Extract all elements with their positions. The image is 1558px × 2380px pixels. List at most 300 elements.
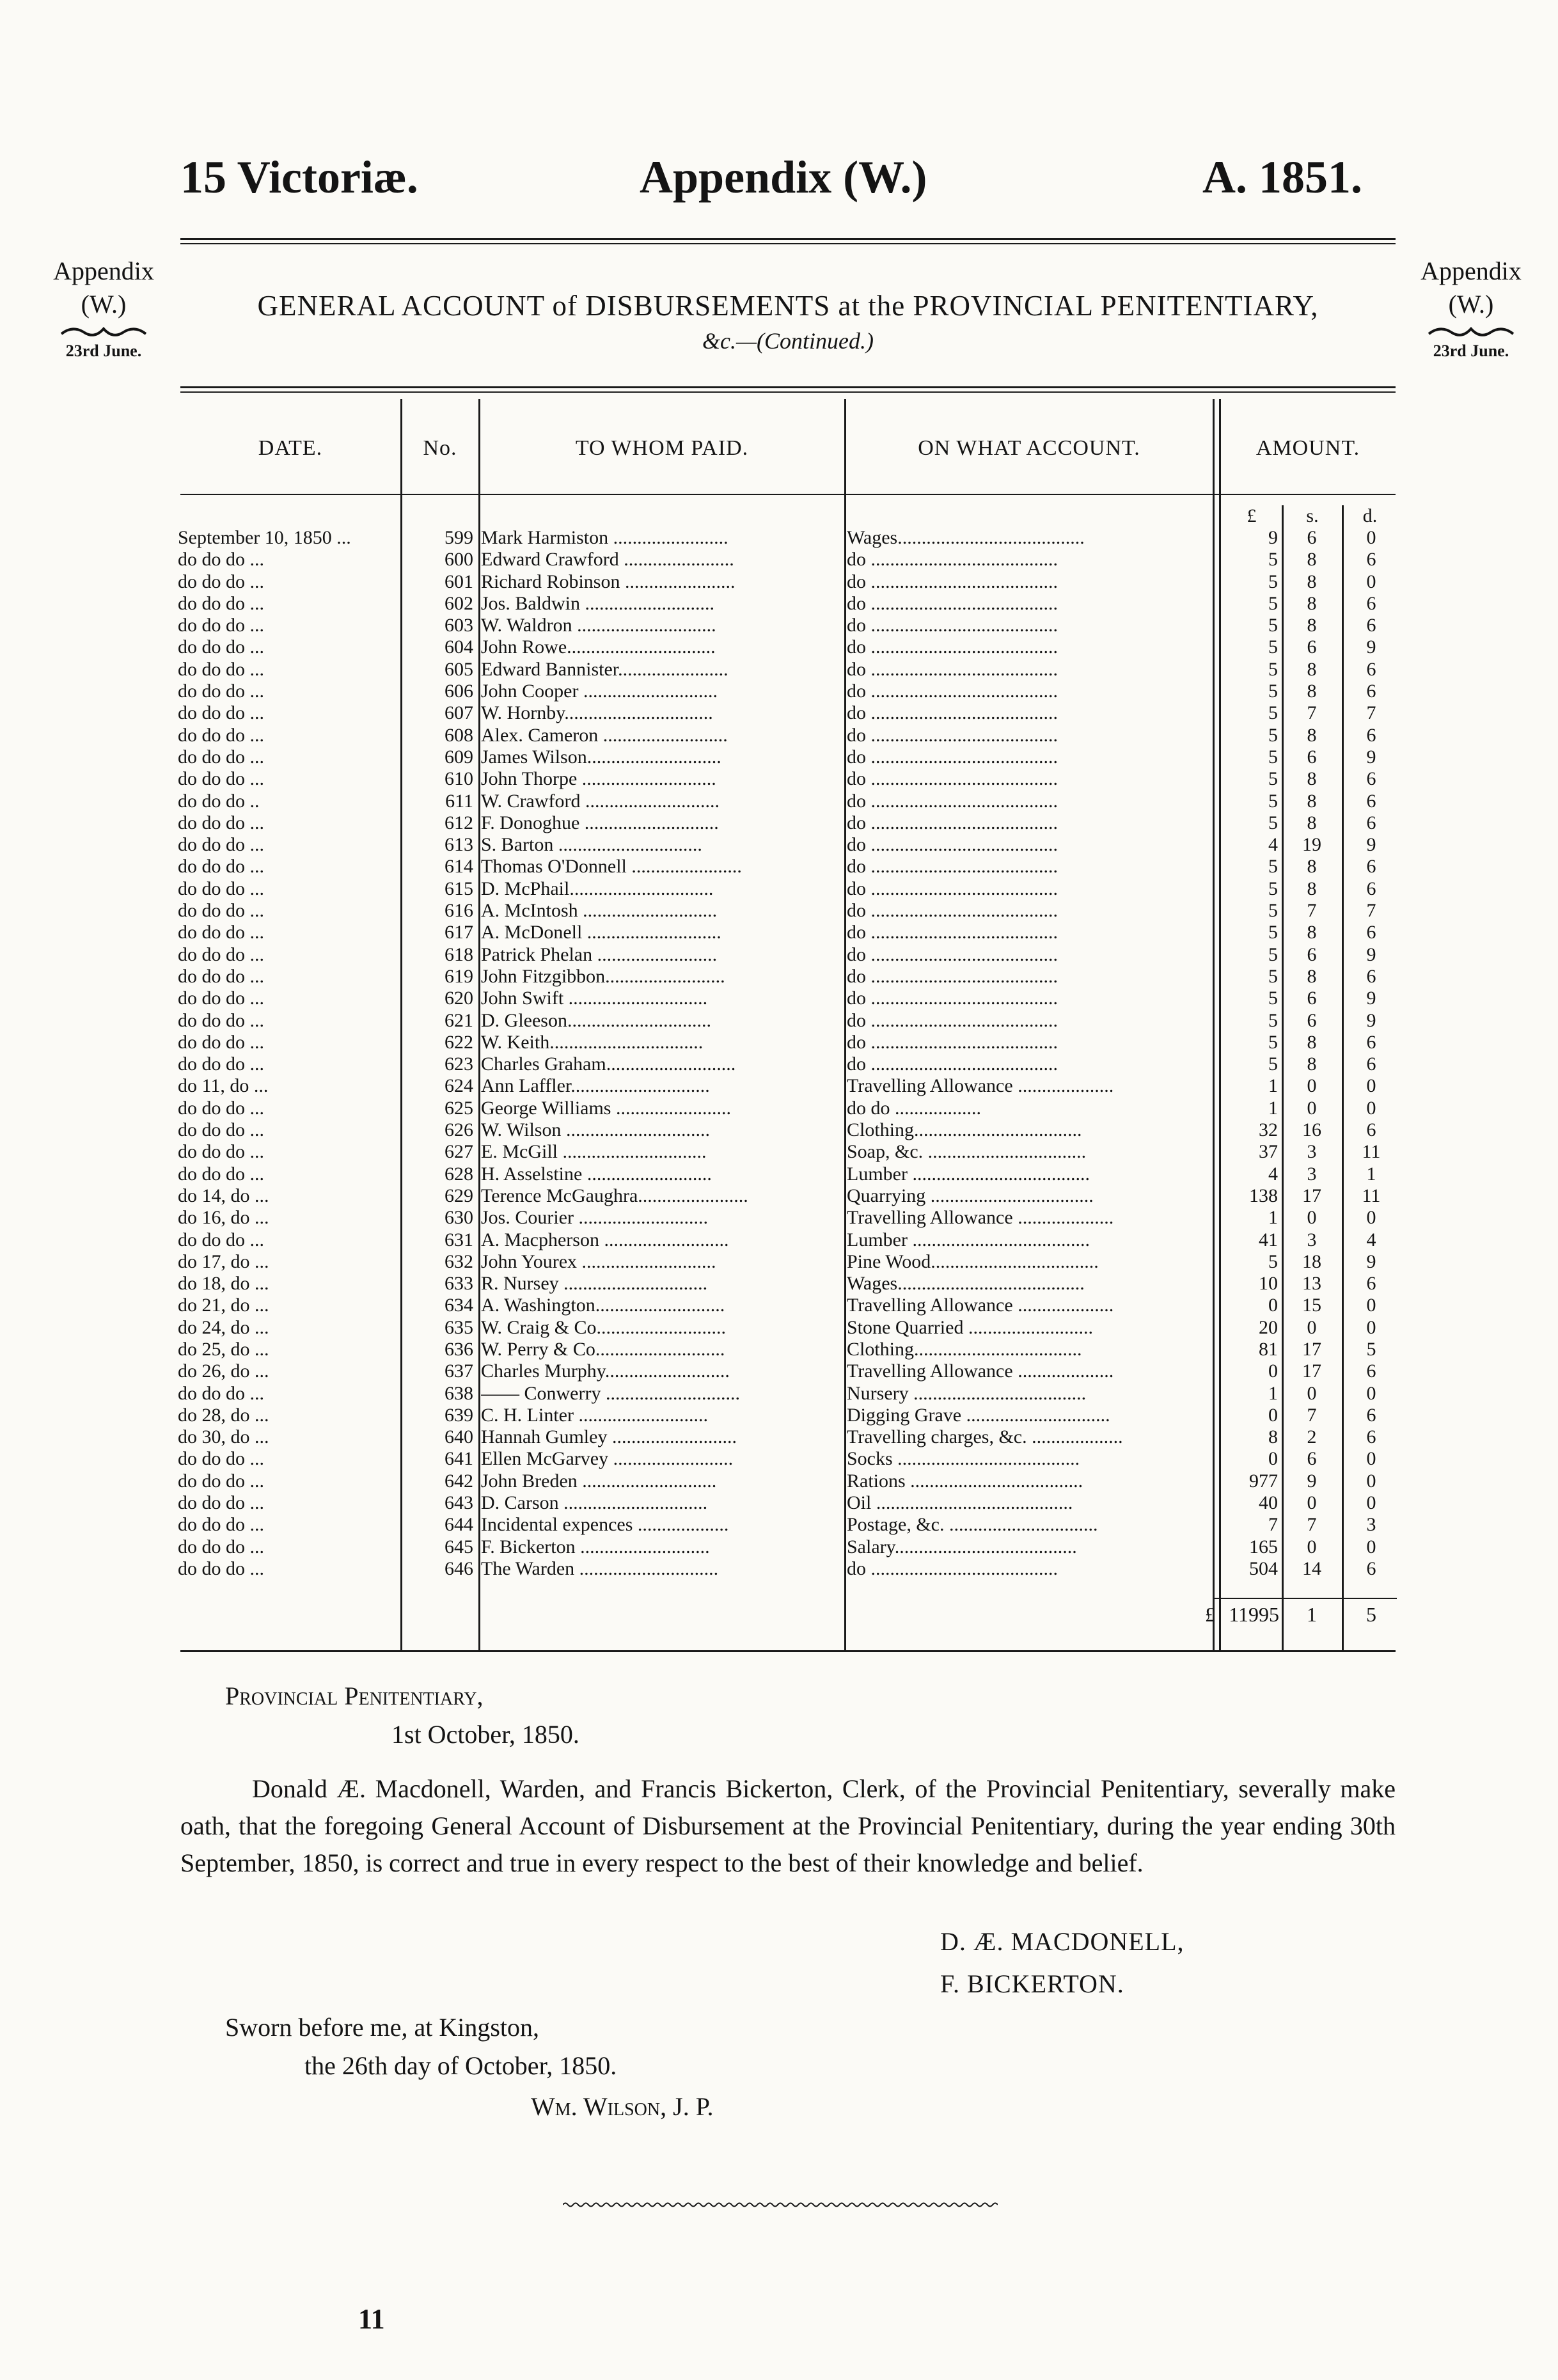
cell-pence: 0 bbox=[1366, 1097, 1376, 1119]
margin-note-left-appendix: Appendix bbox=[53, 256, 154, 285]
cell-to-whom: Richard Robinson ....................... bbox=[481, 571, 736, 592]
cell-to-whom: F. Donoghue ............................ bbox=[481, 812, 719, 833]
cell-on-what-account: do ....................................... bbox=[847, 922, 1058, 943]
cell-pounds: 5 bbox=[1268, 746, 1278, 768]
cell-to-whom: —— Conwerry ............................ bbox=[481, 1382, 740, 1404]
cell-shillings: 6 bbox=[1307, 988, 1317, 1009]
cell-no: 634 bbox=[445, 1295, 473, 1316]
cell-pounds: 5 bbox=[1268, 1009, 1278, 1031]
total-pence: 5 bbox=[1366, 1603, 1376, 1626]
table-row bbox=[0, 1163, 1558, 1185]
cell-to-whom: The Warden ............................. bbox=[481, 1557, 719, 1579]
cell-on-what-account: Wages....................................... bbox=[847, 527, 1085, 548]
cell-shillings: 15 bbox=[1302, 1295, 1321, 1316]
cell-pence: 7 bbox=[1366, 702, 1376, 724]
cell-to-whom: James Wilson............................ bbox=[481, 746, 721, 768]
table-row bbox=[0, 1558, 1558, 1580]
cell-no: 601 bbox=[445, 571, 473, 592]
cell-pence: 4 bbox=[1366, 1229, 1376, 1250]
cell-shillings: 8 bbox=[1307, 790, 1317, 812]
cell-pence: 0 bbox=[1366, 1316, 1376, 1338]
cell-on-what-account: Soap, &c. ................................. bbox=[847, 1141, 1087, 1163]
cell-to-whom: W. Waldron ............................. bbox=[481, 615, 716, 636]
cell-pence: 9 bbox=[1366, 1250, 1376, 1272]
table-row bbox=[0, 1317, 1558, 1339]
cell-pence: 6 bbox=[1366, 1360, 1376, 1382]
cell-pounds: 5 bbox=[1268, 724, 1278, 746]
column-header-shillings: s. bbox=[1306, 505, 1319, 526]
cell-no: 599 bbox=[445, 527, 473, 548]
cell-to-whom: R. Nursey .............................. bbox=[481, 1273, 708, 1295]
table-row bbox=[0, 900, 1558, 922]
cell-pence: 6 bbox=[1366, 856, 1376, 878]
cell-shillings: 6 bbox=[1307, 1448, 1317, 1470]
margin-note-right-appendix: Appendix bbox=[1420, 256, 1522, 285]
cell-pence: 9 bbox=[1366, 834, 1376, 856]
cell-pence: 0 bbox=[1366, 1470, 1376, 1492]
cell-date: do do do ... bbox=[178, 1229, 264, 1250]
cell-pence: 9 bbox=[1366, 943, 1376, 965]
cell-no: 624 bbox=[445, 1075, 473, 1097]
cell-pounds: 5 bbox=[1268, 636, 1278, 658]
cell-pence: 6 bbox=[1366, 1557, 1376, 1579]
cell-no: 627 bbox=[445, 1141, 473, 1163]
table-row bbox=[0, 1360, 1558, 1382]
cell-no: 642 bbox=[445, 1470, 473, 1492]
cell-no: 616 bbox=[445, 900, 473, 922]
cell-pounds: 5 bbox=[1268, 790, 1278, 812]
cell-no: 626 bbox=[445, 1119, 473, 1141]
cell-shillings: 8 bbox=[1307, 681, 1317, 702]
cell-pounds: 1 bbox=[1268, 1207, 1278, 1229]
cell-no: 646 bbox=[445, 1557, 473, 1579]
cell-shillings: 8 bbox=[1307, 922, 1317, 943]
cell-to-whom: H. Asselstine .......................... bbox=[481, 1163, 712, 1185]
cell-on-what-account: do ....................................... bbox=[847, 878, 1058, 899]
cell-pence: 3 bbox=[1366, 1514, 1376, 1536]
cell-no: 628 bbox=[445, 1163, 473, 1185]
cell-pounds: 5 bbox=[1268, 812, 1278, 833]
cell-no: 637 bbox=[445, 1360, 473, 1382]
table-row bbox=[0, 681, 1558, 702]
cell-shillings: 3 bbox=[1307, 1163, 1317, 1185]
cell-pence: 6 bbox=[1366, 681, 1376, 702]
cell-date: do 11, do ... bbox=[178, 1075, 269, 1097]
cell-date: do do do ... bbox=[178, 1536, 264, 1557]
justice-of-peace: Wm. Wilson, J. P. bbox=[531, 2092, 714, 2121]
cell-on-what-account: do ....................................... bbox=[847, 856, 1058, 878]
cell-to-whom: W. Crawford ............................ bbox=[481, 790, 720, 812]
cell-shillings: 9 bbox=[1307, 1470, 1317, 1492]
cell-on-what-account: do ....................................... bbox=[847, 702, 1058, 724]
cell-date: do do do ... bbox=[178, 1119, 264, 1141]
cell-to-whom: Ellen McGarvey ......................... bbox=[481, 1448, 734, 1470]
cell-date: do do do ... bbox=[178, 1163, 264, 1185]
cell-date: do 14, do ... bbox=[178, 1185, 269, 1206]
cell-no: 612 bbox=[445, 812, 473, 833]
cell-shillings: 7 bbox=[1307, 702, 1317, 724]
cell-no: 605 bbox=[445, 658, 473, 680]
cell-pounds: 5 bbox=[1268, 856, 1278, 878]
header-rule-bottom bbox=[180, 243, 1396, 244]
table-row bbox=[0, 549, 1558, 571]
table-rule-top bbox=[180, 386, 1396, 388]
cell-pounds: 0 bbox=[1268, 1360, 1278, 1382]
cell-to-whom: George Williams ........................ bbox=[481, 1097, 731, 1119]
cell-date: do do do ... bbox=[178, 724, 264, 746]
cell-pence: 9 bbox=[1366, 636, 1376, 658]
cell-no: 615 bbox=[445, 878, 473, 899]
cell-shillings: 14 bbox=[1302, 1557, 1321, 1579]
cell-pence: 6 bbox=[1366, 1053, 1376, 1075]
table-row bbox=[0, 922, 1558, 943]
cell-pounds: 5 bbox=[1268, 1031, 1278, 1053]
table-row bbox=[0, 1032, 1558, 1053]
cell-to-whom: John Breden ............................ bbox=[481, 1470, 717, 1492]
cell-on-what-account: Lumber ..................................... bbox=[847, 1229, 1090, 1250]
table-row bbox=[0, 1141, 1558, 1163]
cell-shillings: 0 bbox=[1307, 1536, 1317, 1557]
cell-shillings: 16 bbox=[1302, 1119, 1321, 1141]
cell-pounds: 1 bbox=[1268, 1382, 1278, 1404]
table-row bbox=[0, 1251, 1558, 1273]
margin-note-right-date: 23rd June. bbox=[1433, 342, 1509, 360]
cell-no: 600 bbox=[445, 549, 473, 571]
cell-pounds: 504 bbox=[1249, 1557, 1278, 1579]
cell-on-what-account: Travelling Allowance .................... bbox=[847, 1075, 1114, 1097]
cell-no: 608 bbox=[445, 724, 473, 746]
cell-to-whom: W. Perry & Co........................... bbox=[481, 1338, 725, 1360]
cell-pounds: 8 bbox=[1268, 1426, 1278, 1448]
cell-to-whom: Edward Crawford ....................... bbox=[481, 549, 734, 571]
cell-pence: 6 bbox=[1366, 549, 1376, 571]
cell-pounds: 1 bbox=[1268, 1097, 1278, 1119]
cell-pounds: 37 bbox=[1259, 1141, 1278, 1163]
cell-on-what-account: do ....................................... bbox=[847, 1557, 1058, 1579]
table-row bbox=[0, 834, 1558, 856]
cell-pounds: 40 bbox=[1259, 1492, 1278, 1514]
cell-on-what-account: Oil ......................................... bbox=[847, 1492, 1073, 1514]
cell-to-whom: Ann Laffler............................. bbox=[481, 1075, 710, 1097]
cell-pence: 11 bbox=[1362, 1185, 1381, 1206]
table-row bbox=[0, 1273, 1558, 1295]
cell-on-what-account: Socks ...................................... bbox=[847, 1448, 1080, 1470]
cell-on-what-account: do ....................................... bbox=[847, 834, 1058, 856]
table-row bbox=[0, 1383, 1558, 1405]
cell-date: do do do ... bbox=[178, 1009, 264, 1031]
cell-shillings: 8 bbox=[1307, 571, 1317, 592]
cell-to-whom: D. Carson .............................. bbox=[481, 1492, 708, 1514]
closing-wavy-rule-icon bbox=[563, 2200, 998, 2209]
cell-pence: 0 bbox=[1366, 1075, 1376, 1097]
cell-date: do do do ... bbox=[178, 768, 264, 790]
cell-pounds: 10 bbox=[1259, 1273, 1278, 1295]
cell-on-what-account: do ....................................... bbox=[847, 1031, 1058, 1053]
cell-on-what-account: do ....................................... bbox=[847, 615, 1058, 636]
table-row bbox=[0, 988, 1558, 1009]
cell-no: 620 bbox=[445, 988, 473, 1009]
cell-date: do do do ... bbox=[178, 943, 264, 965]
cell-no: 630 bbox=[445, 1207, 473, 1229]
cell-pounds: 5 bbox=[1268, 702, 1278, 724]
cell-pounds: 5 bbox=[1268, 681, 1278, 702]
cell-shillings: 13 bbox=[1302, 1273, 1321, 1295]
cell-to-whom: Mark Harmiston ........................ bbox=[481, 527, 728, 548]
cell-pounds: 5 bbox=[1268, 900, 1278, 922]
cell-no: 623 bbox=[445, 1053, 473, 1075]
cell-to-whom: D. McPhail.............................. bbox=[481, 878, 714, 899]
table-row bbox=[0, 1448, 1558, 1470]
cell-to-whom: Hannah Gumley .......................... bbox=[481, 1426, 737, 1448]
cell-on-what-account: do ....................................... bbox=[847, 549, 1058, 571]
cell-pounds: 9 bbox=[1268, 527, 1278, 548]
cell-date: do do do ... bbox=[178, 1557, 264, 1579]
cell-no: 603 bbox=[445, 615, 473, 636]
cell-date: do do do ... bbox=[178, 571, 264, 592]
cell-pounds: 1 bbox=[1268, 1075, 1278, 1097]
cell-to-whom: F. Bickerton ........................... bbox=[481, 1536, 710, 1557]
cell-on-what-account: Travelling Allowance .................... bbox=[847, 1207, 1114, 1229]
cell-pence: 0 bbox=[1366, 1207, 1376, 1229]
cell-pounds: 5 bbox=[1268, 988, 1278, 1009]
oath-paragraph: Donald Æ. Macdonell, Warden, and Francis Bickerton, Clerk, of the Provincial Penitentiary, severally make oath, that the foregoing General Account of Disbursement at the Provincial Penitentiary, during the year ending 30th September, 1850, is correct and true in every respect to the best of their knowledge and belief. bbox=[180, 1774, 1396, 1877]
cell-pounds: 5 bbox=[1268, 768, 1278, 790]
cell-shillings: 6 bbox=[1307, 527, 1317, 548]
margin-note-left-letter: (W.) bbox=[81, 290, 127, 319]
cell-pence: 6 bbox=[1366, 1119, 1376, 1141]
cell-pence: 0 bbox=[1366, 1382, 1376, 1404]
cell-pence: 6 bbox=[1366, 1404, 1376, 1426]
cell-no: 631 bbox=[445, 1229, 473, 1250]
cell-pence: 0 bbox=[1366, 1492, 1376, 1514]
table-row bbox=[0, 1295, 1558, 1316]
table-row bbox=[0, 527, 1558, 549]
cell-shillings: 8 bbox=[1307, 768, 1317, 790]
table-row bbox=[0, 1119, 1558, 1141]
cell-shillings: 8 bbox=[1307, 856, 1317, 878]
cell-shillings: 18 bbox=[1302, 1250, 1321, 1272]
cell-pounds: 4 bbox=[1268, 834, 1278, 856]
table-rule-top-inner bbox=[180, 391, 1396, 393]
table-row bbox=[0, 636, 1558, 658]
table-row bbox=[0, 1229, 1558, 1251]
account-subtitle: &c.—(Continued.) bbox=[702, 328, 874, 354]
column-header-no: No. bbox=[423, 436, 457, 460]
cell-no: 602 bbox=[445, 592, 473, 614]
cell-shillings: 6 bbox=[1307, 636, 1317, 658]
cell-pence: 11 bbox=[1362, 1141, 1381, 1163]
cell-no: 604 bbox=[445, 636, 473, 658]
cell-date: do do do ... bbox=[178, 592, 264, 614]
wavy-ornament-icon bbox=[1426, 324, 1516, 338]
table-rule-bottom bbox=[180, 1650, 1396, 1652]
table-row bbox=[0, 593, 1558, 615]
cell-no: 611 bbox=[445, 790, 473, 812]
cell-on-what-account: do ....................................... bbox=[847, 943, 1058, 965]
cell-on-what-account: do ....................................... bbox=[847, 746, 1058, 768]
cell-to-whom: A. Washington........................... bbox=[481, 1295, 725, 1316]
cell-to-whom: Patrick Phelan ......................... bbox=[481, 943, 718, 965]
table-row bbox=[0, 944, 1558, 966]
cell-pence: 6 bbox=[1366, 812, 1376, 833]
cell-date: do do do ... bbox=[178, 1492, 264, 1514]
table-row bbox=[0, 615, 1558, 636]
table-row bbox=[0, 1426, 1558, 1448]
table-row bbox=[0, 1536, 1558, 1558]
cell-on-what-account: Rations .................................... bbox=[847, 1470, 1083, 1492]
table-row bbox=[0, 746, 1558, 768]
cell-date: do do do ... bbox=[178, 1141, 264, 1163]
cell-on-what-account: do ....................................... bbox=[847, 724, 1058, 746]
cell-pounds: 5 bbox=[1268, 965, 1278, 987]
cell-on-what-account: do ....................................... bbox=[847, 658, 1058, 680]
column-header-pounds: £ bbox=[1247, 505, 1257, 526]
cell-to-whom: John Thorpe ............................ bbox=[481, 768, 716, 790]
cell-no: 622 bbox=[445, 1031, 473, 1053]
cell-pence: 6 bbox=[1366, 922, 1376, 943]
cell-no: 610 bbox=[445, 768, 473, 790]
cell-no: 617 bbox=[445, 922, 473, 943]
table-row bbox=[0, 1514, 1558, 1536]
cell-shillings: 2 bbox=[1307, 1426, 1317, 1448]
table-row bbox=[0, 1185, 1558, 1207]
cell-on-what-account: Stone Quarried .......................... bbox=[847, 1316, 1093, 1338]
cell-shillings: 17 bbox=[1302, 1360, 1321, 1382]
table-row bbox=[0, 966, 1558, 988]
cell-no: 619 bbox=[445, 965, 473, 987]
margin-note-right bbox=[1407, 255, 1535, 361]
table-row bbox=[0, 725, 1558, 746]
cell-shillings: 0 bbox=[1307, 1097, 1317, 1119]
cell-shillings: 6 bbox=[1307, 943, 1317, 965]
cell-no: 635 bbox=[445, 1316, 473, 1338]
cell-on-what-account: Lumber ..................................... bbox=[847, 1163, 1090, 1185]
table-row bbox=[0, 659, 1558, 681]
cell-no: 625 bbox=[445, 1097, 473, 1119]
cell-shillings: 7 bbox=[1307, 900, 1317, 922]
cell-date: do 25, do ... bbox=[178, 1338, 269, 1360]
cell-no: 632 bbox=[445, 1250, 473, 1272]
cell-pounds: 977 bbox=[1249, 1470, 1278, 1492]
cell-shillings: 6 bbox=[1307, 1009, 1317, 1031]
cell-on-what-account: do ....................................... bbox=[847, 965, 1058, 987]
running-header-session: 15 Victoriæ. bbox=[180, 152, 418, 203]
cell-pence: 7 bbox=[1366, 900, 1376, 922]
cell-no: 636 bbox=[445, 1338, 473, 1360]
cell-date: do do do ... bbox=[178, 988, 264, 1009]
cell-pence: 0 bbox=[1366, 1448, 1376, 1470]
cell-pence: 0 bbox=[1366, 1295, 1376, 1316]
cell-date: do 18, do ... bbox=[178, 1273, 269, 1295]
cell-on-what-account: Travelling Allowance .................... bbox=[847, 1360, 1114, 1382]
table-row bbox=[0, 1207, 1558, 1229]
cell-to-whom: Charles Graham........................... bbox=[481, 1053, 736, 1075]
cell-date: do do do ... bbox=[178, 878, 264, 899]
cell-shillings: 8 bbox=[1307, 592, 1317, 614]
cell-date: do do do ... bbox=[178, 1097, 264, 1119]
cell-pounds: 41 bbox=[1259, 1229, 1278, 1250]
cell-on-what-account: Quarrying .................................. bbox=[847, 1185, 1094, 1206]
cell-shillings: 0 bbox=[1307, 1492, 1317, 1514]
cell-no: 633 bbox=[445, 1273, 473, 1295]
cell-no: 609 bbox=[445, 746, 473, 768]
cell-shillings: 8 bbox=[1307, 812, 1317, 833]
cell-date: do do do ... bbox=[178, 1031, 264, 1053]
table-row bbox=[0, 1470, 1558, 1492]
table-row bbox=[0, 878, 1558, 900]
running-header-year: A. 1851. bbox=[1202, 152, 1362, 203]
cell-on-what-account: do ....................................... bbox=[847, 681, 1058, 702]
cell-pounds: 7 bbox=[1268, 1514, 1278, 1536]
cell-on-what-account: Pine Wood................................... bbox=[847, 1250, 1099, 1272]
cell-shillings: 19 bbox=[1302, 834, 1321, 856]
cell-on-what-account: do ....................................... bbox=[847, 900, 1058, 922]
cell-date: do do do ... bbox=[178, 922, 264, 943]
cell-pounds: 5 bbox=[1268, 1053, 1278, 1075]
cell-date: do do do ... bbox=[178, 812, 264, 833]
cell-pounds: 5 bbox=[1268, 658, 1278, 680]
cell-to-whom: C. H. Linter ........................... bbox=[481, 1404, 708, 1426]
cell-no: 645 bbox=[445, 1536, 473, 1557]
cell-to-whom: Incidental expences ................... bbox=[481, 1514, 729, 1536]
cell-on-what-account: Nursery .................................... bbox=[847, 1382, 1087, 1404]
cell-on-what-account: do do .................. bbox=[847, 1097, 981, 1119]
cell-pounds: 0 bbox=[1268, 1404, 1278, 1426]
cell-pence: 0 bbox=[1366, 1536, 1376, 1557]
cell-to-whom: Terence McGaughra....................... bbox=[481, 1185, 748, 1206]
cell-pounds: 165 bbox=[1249, 1536, 1278, 1557]
cell-shillings: 0 bbox=[1307, 1207, 1317, 1229]
cell-pence: 6 bbox=[1366, 965, 1376, 987]
cell-on-what-account: do ....................................... bbox=[847, 1053, 1058, 1075]
cell-shillings: 8 bbox=[1307, 724, 1317, 746]
cell-pence: 6 bbox=[1366, 1031, 1376, 1053]
wavy-ornament-icon bbox=[59, 324, 148, 338]
cell-pounds: 5 bbox=[1268, 1250, 1278, 1272]
cell-date: do do do ... bbox=[178, 615, 264, 636]
column-header-date: DATE. bbox=[258, 436, 323, 460]
cell-to-whom: Alex. Cameron .......................... bbox=[481, 724, 728, 746]
table-row bbox=[0, 1010, 1558, 1032]
cell-to-whom: E. McGill .............................. bbox=[481, 1141, 707, 1163]
cell-shillings: 7 bbox=[1307, 1514, 1317, 1536]
cell-date: do do do ... bbox=[178, 1382, 264, 1404]
cell-pence: 1 bbox=[1366, 1163, 1376, 1185]
office-name: Provincial Penitentiary, bbox=[225, 1682, 484, 1710]
cell-to-whom: S. Barton .............................. bbox=[481, 834, 702, 856]
cell-on-what-account: Salary...................................... bbox=[847, 1536, 1077, 1557]
cell-no: 613 bbox=[445, 834, 473, 856]
signature-macdonell: D. Æ. MACDONELL, bbox=[940, 1927, 1184, 1956]
cell-pounds: 5 bbox=[1268, 571, 1278, 592]
cell-no: 618 bbox=[445, 943, 473, 965]
cell-to-whom: D. Gleeson.............................. bbox=[481, 1009, 711, 1031]
cell-no: 640 bbox=[445, 1426, 473, 1448]
column-header-pence: d. bbox=[1362, 505, 1378, 526]
cell-date: do do do ... bbox=[178, 658, 264, 680]
disbursement-table bbox=[0, 527, 1558, 1580]
table-row bbox=[0, 1339, 1558, 1360]
cell-on-what-account: Clothing................................... bbox=[847, 1338, 1082, 1360]
cell-date: do do do ... bbox=[178, 636, 264, 658]
cell-date: do do do ... bbox=[178, 1470, 264, 1492]
cell-shillings: 0 bbox=[1307, 1075, 1317, 1097]
cell-pounds: 5 bbox=[1268, 943, 1278, 965]
sworn-line-2: the 26th day of October, 1850. bbox=[304, 2051, 617, 2080]
cell-on-what-account: Travelling Allowance .................... bbox=[847, 1295, 1114, 1316]
table-row bbox=[0, 856, 1558, 878]
sworn-line-1: Sworn before me, at Kingston, bbox=[225, 2013, 540, 2042]
